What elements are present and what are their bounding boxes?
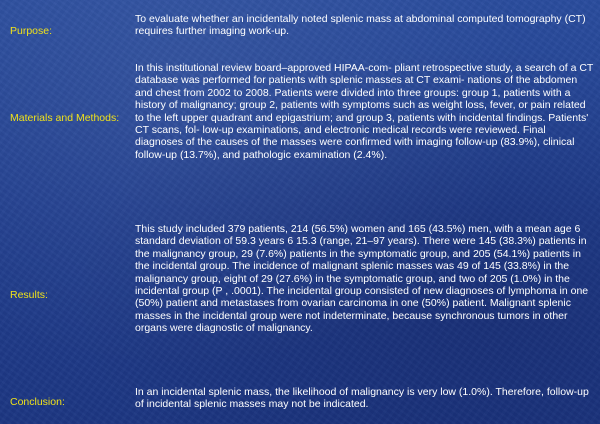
purpose-label: Purpose:: [10, 25, 53, 37]
purpose-text: To evaluate whether an incidentally noted splenic mass at abdominal computed tomography (CT) requires further imaging work-up.: [135, 13, 586, 38]
results-text: This study included 379 patients, 214 (56.5%) women and 165 (43.5%) men, with a mean age 6 standard deviation of 59.3 years 6 15.3 (range, 21–97 years). There were 145 (38.3%) patients in the malignancy group, 29 (7.6%) patients in the symptomatic group, and 205 (54.1%) patients in the incidental group. The incidence of malignant splenic masses was 49 of 145 (33.8%) in the malignancy group, eight of 29 (27.6%) in the symptomatic group, and two of 205 (1.0%) in the incidental group (P , .0001). The incidental group consisted of new diagnoses of lymphoma in one (50%) patient and metastases from ovarian carcinoma in one (50%) patient. Malignant splenic masses in the incidental group were not indeterminate, because synchronous tumors in other organs were diagnostic of malignancy.: [135, 223, 589, 335]
methods-label: Materials and Methods:: [10, 112, 120, 124]
conclusion-text: In an incidental splenic mass, the likelihood of malignancy is very low (1.0%). Therefore, follow-up of incidental splenic masses may not be indicated.: [135, 386, 589, 411]
results-label: Results:: [10, 289, 48, 301]
conclusion-label: Conclusion:: [10, 396, 65, 408]
methods-text: In this institutional review board–approved HIPAA-com- pliant retrospective study, a search of a CT database was performed for patients with splenic masses at CT exami- nations of the abdomen and chest from 2002 to 2008. Patients were divided into three groups: group 1, patients with a history of malignancy; group 2, patients with symptoms such as weight loss, fever, or pain related to the left upper quadrant and epigastrium; and group 3, patients with incidental findings. Patients' CT scans, fol- low-up examinations, and electronic medical records were reviewed. Final diagnoses of the causes of the masses were confirmed with imaging follow-up (83.9%), clinical follow-up (13.7%), and pathologic examination (2.4%).: [135, 62, 594, 161]
